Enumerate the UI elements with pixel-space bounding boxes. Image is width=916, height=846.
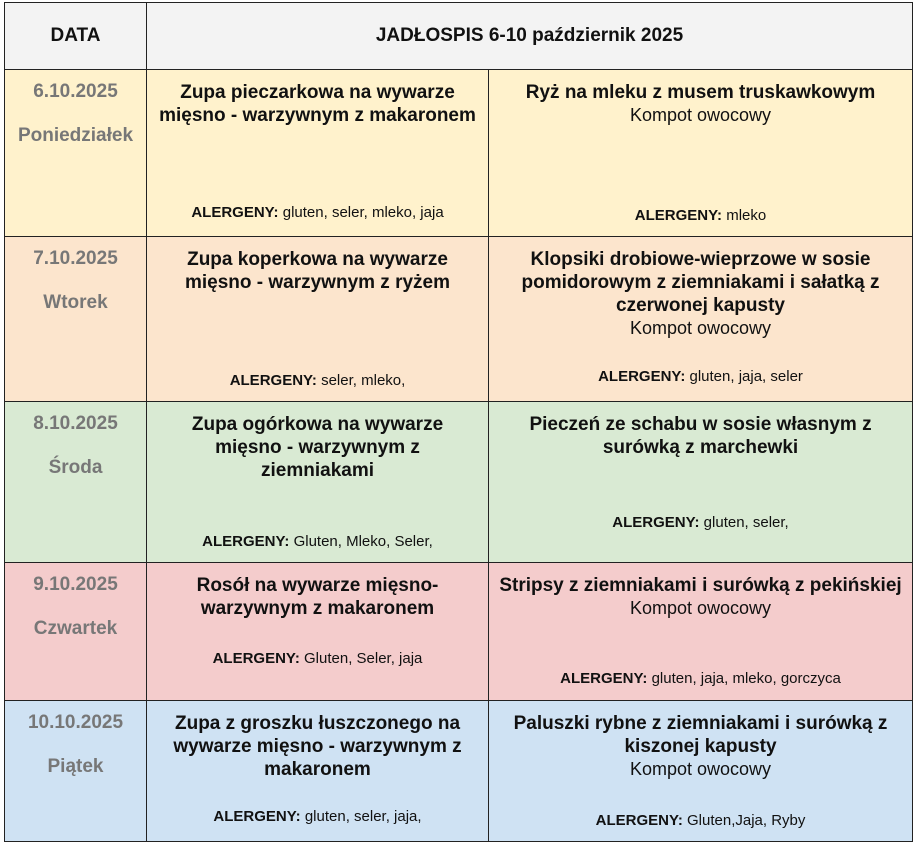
main-drink: Kompot owocowy bbox=[629, 317, 772, 338]
allergen-label: ALERGENY: bbox=[598, 367, 686, 385]
allergen-list: gluten, seler, jaja, bbox=[304, 807, 422, 825]
allergen-list: Gluten,Jaja, Ryby bbox=[687, 811, 806, 829]
allergen-list: gluten, jaja, mleko, gorczyca bbox=[651, 670, 841, 688]
soup-allergens bbox=[147, 533, 488, 550]
soup-title: Rosół na wywarze mięsno-warzywnym z makaronem bbox=[196, 575, 439, 620]
allergen-label: ALERGENY: bbox=[560, 670, 648, 688]
allergen-label: ALERGENY: bbox=[612, 513, 700, 531]
allergen-list: gluten, seler, bbox=[703, 513, 789, 531]
allergen-label: ALERGENY: bbox=[229, 371, 317, 389]
day-row-tuesday bbox=[5, 236, 913, 401]
main-allergens bbox=[489, 368, 912, 385]
soup-cell bbox=[147, 236, 489, 401]
allergen-list: gluten, seler, mleko, jaja bbox=[282, 204, 444, 222]
allergen-label: ALERGENY: bbox=[191, 204, 279, 222]
main-cell bbox=[489, 700, 913, 841]
day-cell bbox=[5, 70, 147, 236]
day-name: Poniedziałek bbox=[17, 125, 134, 147]
allergen-label: ALERGENY: bbox=[212, 650, 300, 668]
main-title: Paluszki rybne z ziemniakami i surówką z kiszonej kapusty bbox=[513, 712, 888, 757]
main-drink: Kompot owocowy bbox=[629, 105, 772, 126]
allergen-list: seler, mleko, bbox=[321, 371, 406, 389]
day-date: 10.10.2025 bbox=[27, 711, 124, 733]
soup-allergens bbox=[147, 372, 488, 389]
allergen-list: gluten, jaja, seler bbox=[689, 367, 803, 385]
day-date: 9.10.2025 bbox=[33, 574, 118, 596]
main-cell bbox=[489, 563, 913, 700]
soup-cell bbox=[147, 700, 489, 841]
allergen-list: Gluten, Seler, jaja bbox=[304, 650, 423, 668]
allergen-list: Gluten, Mleko, Seler, bbox=[293, 532, 433, 550]
soup-allergens bbox=[147, 650, 488, 667]
main-allergens bbox=[489, 812, 912, 829]
day-name: Czwartek bbox=[33, 618, 118, 640]
soup-cell bbox=[147, 563, 489, 700]
soup-title: Zupa z groszku łuszczonego na wywarze mięsno - warzywnym z makaronem bbox=[173, 712, 462, 780]
allergen-label: ALERGENY: bbox=[595, 811, 683, 829]
allergen-label: ALERGENY: bbox=[213, 807, 301, 825]
day-name: Wtorek bbox=[43, 291, 108, 313]
soup-title: Zupa koperkowa na wywarze mięsno - warzywnym z ryżem bbox=[184, 248, 451, 293]
day-row-wednesday bbox=[5, 401, 913, 562]
soup-title: Zupa ogórkowa na wywarze mięsno - warzywnym z ziemniakami bbox=[191, 413, 444, 481]
main-title: Ryż na mleku z musem truskawkowym bbox=[525, 82, 876, 104]
main-title: Stripsy z ziemniakami i surówką z pekińskiej bbox=[499, 575, 902, 597]
day-date: 6.10.2025 bbox=[33, 81, 118, 103]
main-cell bbox=[489, 236, 913, 401]
main-allergens bbox=[489, 207, 912, 224]
allergen-label: ALERGENY: bbox=[634, 207, 723, 225]
day-row-monday bbox=[5, 70, 913, 236]
day-date: 7.10.2025 bbox=[33, 247, 118, 269]
main-title: Klopsiki drobiowe-wieprzowe w sosie pomidorowym z ziemniakami i sałatką z czerwonej kapusty bbox=[521, 248, 880, 316]
main-cell bbox=[489, 70, 913, 236]
main-title: Pieczeń ze schabu w sosie własnym z surówką z marchewki bbox=[529, 413, 872, 458]
menu-table bbox=[4, 2, 913, 842]
day-cell bbox=[5, 401, 147, 562]
allergen-list: mleko bbox=[726, 207, 767, 225]
main-cell bbox=[489, 401, 913, 562]
day-date: 8.10.2025 bbox=[33, 412, 118, 434]
main-drink: Kompot owocowy bbox=[629, 598, 772, 619]
day-cell bbox=[5, 700, 147, 841]
soup-title: Zupa pieczarkowa na wywarze mięsno - warzywnym z makaronem bbox=[159, 82, 476, 127]
main-drink: Kompot owocowy bbox=[629, 758, 772, 779]
main-allergens bbox=[489, 670, 912, 687]
day-name: Środa bbox=[48, 456, 103, 478]
main-allergens bbox=[489, 514, 912, 531]
header-date: DATA bbox=[5, 3, 147, 70]
soup-allergens bbox=[147, 808, 488, 825]
soup-cell bbox=[147, 70, 489, 236]
day-cell bbox=[5, 563, 147, 700]
day-row-friday bbox=[5, 700, 913, 841]
header-menu-title: JADŁOSPIS 6-10 październik 2025 bbox=[147, 3, 913, 70]
allergen-label: ALERGENY: bbox=[202, 532, 290, 550]
day-cell bbox=[5, 236, 147, 401]
soup-cell bbox=[147, 401, 489, 562]
day-row-thursday bbox=[5, 563, 913, 700]
header-row bbox=[5, 3, 913, 70]
soup-allergens bbox=[147, 204, 488, 221]
day-name: Piątek bbox=[47, 755, 104, 777]
